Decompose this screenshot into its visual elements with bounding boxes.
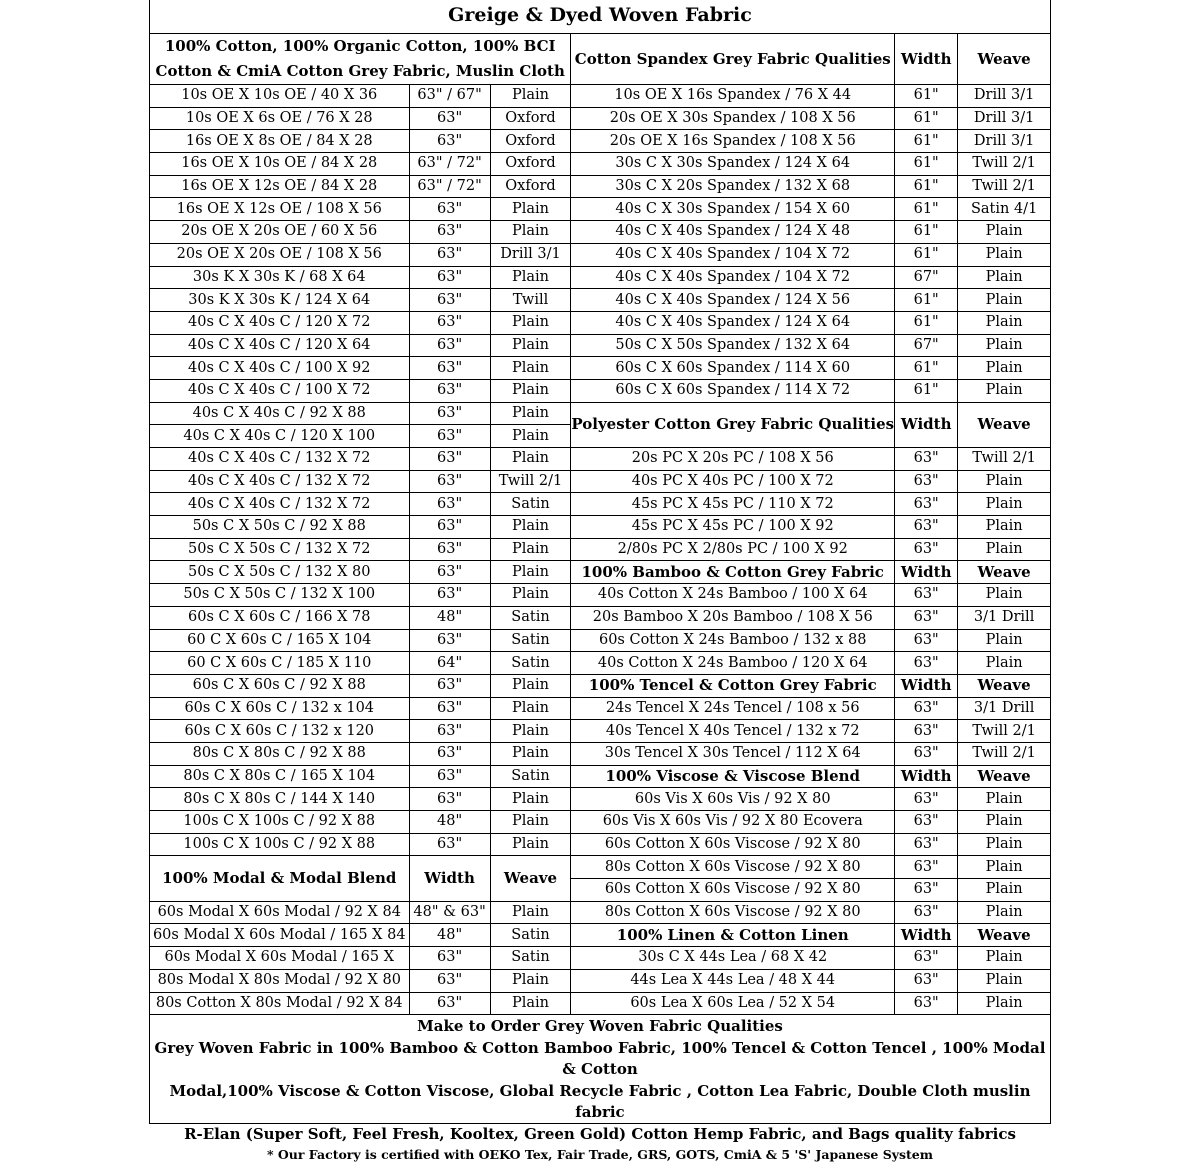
fabric-sheet — [149, 0, 1051, 1162]
width-cell: 63" — [409, 538, 490, 561]
width-cell: 63" — [895, 742, 958, 765]
width-header: Width — [409, 856, 490, 901]
width-cell: 67" — [895, 334, 958, 357]
width-cell: 63" — [409, 402, 490, 425]
weave-cell: Plain — [490, 538, 571, 561]
width-cell: 63" — [895, 833, 958, 856]
quality-cell: 60s C X 60s C / 92 X 88 — [150, 674, 409, 697]
width-cell: 63" — [895, 788, 958, 811]
width-cell: 64" — [409, 652, 490, 675]
quality-cell: 30s K X 30s K / 68 X 64 — [150, 266, 409, 289]
weave-cell: Plain — [490, 379, 571, 402]
width-cell: 63" — [409, 107, 490, 130]
width-cell: 63" — [895, 969, 958, 992]
quality-cell: 10s OE X 10s OE / 40 X 36 — [150, 85, 409, 108]
quality-cell: 100s C X 100s C / 92 X 88 — [150, 811, 409, 834]
weave-cell: Twill 2/1 — [958, 175, 1050, 198]
width-cell: 63" — [409, 765, 490, 788]
quality-cell: 24s Tencel X 24s Tencel / 108 x 56 — [571, 697, 895, 720]
width-cell: 63" / 72" — [409, 175, 490, 198]
weave-header: Weave — [958, 402, 1050, 447]
section-header-bamboo: 100% Bamboo & Cotton Grey Fabric — [571, 561, 895, 584]
weave-cell: Satin — [490, 606, 571, 629]
weave-cell: Drill 3/1 — [958, 130, 1050, 153]
width-cell: 61" — [895, 153, 958, 176]
weave-cell: Oxford — [490, 107, 571, 130]
footer-line: R-Elan (Super Soft, Feel Fresh, Kooltex, Green Gold) Cotton Hemp Fabric, and Bags quality fabrics — [184, 1124, 1016, 1143]
weave-cell: Plain — [490, 311, 571, 334]
width-cell: 63" — [409, 130, 490, 153]
width-cell: 61" — [895, 221, 958, 244]
weave-cell: Satin — [490, 924, 571, 947]
width-cell: 63" — [895, 856, 958, 879]
quality-cell: 60s C X 60s C / 132 x 104 — [150, 697, 409, 720]
weave-header: Weave — [958, 561, 1050, 584]
section-header-linen: 100% Linen & Cotton Linen — [571, 924, 895, 947]
weave-cell: Plain — [490, 788, 571, 811]
quality-cell: 30s K X 30s K / 124 X 64 — [150, 289, 409, 312]
quality-cell: 30s C X 44s Lea / 68 X 42 — [571, 947, 895, 970]
weave-cell: Plain — [958, 969, 1050, 992]
width-cell: 63" — [409, 742, 490, 765]
quality-cell: 60s Cotton X 60s Viscose / 92 X 80 — [571, 833, 895, 856]
quality-cell: 60s C X 60s C / 166 X 78 — [150, 606, 409, 629]
weave-cell: Plain — [490, 742, 571, 765]
weave-cell: Plain — [958, 470, 1050, 493]
quality-cell: 60s Vis X 60s Vis / 92 X 80 — [571, 788, 895, 811]
quality-cell: 60s C X 60s Spandex / 114 X 72 — [571, 379, 895, 402]
weave-cell: Satin — [490, 947, 571, 970]
weave-cell: Oxford — [490, 130, 571, 153]
table-row — [150, 538, 1050, 561]
width-cell: 61" — [895, 379, 958, 402]
table-row — [150, 742, 1050, 765]
quality-cell: 20s OE X 20s OE / 108 X 56 — [150, 243, 409, 266]
weave-cell: Plain — [490, 402, 571, 425]
table-row — [150, 992, 1050, 1015]
footer — [150, 1016, 1050, 1165]
width-cell: 63" — [409, 357, 490, 380]
weave-cell: Plain — [958, 243, 1050, 266]
quality-cell: 60s Cotton X 24s Bamboo / 132 x 88 — [571, 629, 895, 652]
quality-cell: 40s C X 40s Spandex / 124 X 48 — [571, 221, 895, 244]
width-cell: 48" — [409, 924, 490, 947]
table-row — [150, 34, 1050, 85]
quality-cell: 45s PC X 45s PC / 100 X 92 — [571, 516, 895, 539]
weave-cell: Twill 2/1 — [958, 742, 1050, 765]
table-row — [150, 198, 1050, 221]
quality-cell: 80s Cotton X 60s Viscose / 92 X 80 — [571, 901, 895, 924]
width-header: Width — [895, 561, 958, 584]
width-cell: 61" — [895, 311, 958, 334]
weave-cell: Plain — [490, 720, 571, 743]
quality-cell: 20s OE X 30s Spandex / 108 X 56 — [571, 107, 895, 130]
table-row — [150, 584, 1050, 607]
quality-cell: 40s C X 40s C / 132 X 72 — [150, 493, 409, 516]
weave-cell: Plain — [490, 334, 571, 357]
table-row — [150, 357, 1050, 380]
quality-cell: 40s C X 40s C / 100 X 92 — [150, 357, 409, 380]
table-row — [150, 448, 1050, 471]
weave-cell: Plain — [490, 584, 571, 607]
width-cell: 63" — [409, 833, 490, 856]
quality-cell: 16s OE X 12s OE / 84 X 28 — [150, 175, 409, 198]
weave-cell: Twill 2/1 — [490, 470, 571, 493]
quality-cell: 40s C X 40s C / 132 X 72 — [150, 470, 409, 493]
weave-cell: Plain — [958, 629, 1050, 652]
width-cell: 61" — [895, 357, 958, 380]
width-cell: 61" — [895, 175, 958, 198]
quality-cell: 40s C X 40s C / 120 X 64 — [150, 334, 409, 357]
quality-cell: 40s C X 40s Spandex / 124 X 56 — [571, 289, 895, 312]
width-cell: 63" — [409, 311, 490, 334]
footer-heading: Make to Order Grey Woven Fabric Qualities — [417, 1017, 783, 1035]
quality-cell: 40s Cotton X 24s Bamboo / 120 X 64 — [571, 652, 895, 675]
quality-cell: 50s C X 50s Spandex / 132 X 64 — [571, 334, 895, 357]
width-cell: 48" — [409, 811, 490, 834]
width-cell: 63" — [895, 538, 958, 561]
weave-cell: Plain — [490, 697, 571, 720]
width-header: Width — [895, 765, 958, 788]
width-cell: 63" — [895, 811, 958, 834]
weave-cell: Plain — [490, 221, 571, 244]
weave-cell: Plain — [490, 85, 571, 108]
weave-cell: Oxford — [490, 175, 571, 198]
width-cell: 63" — [409, 243, 490, 266]
weave-cell: Plain — [490, 561, 571, 584]
quality-cell: 60s Modal X 60s Modal / 92 X 84 — [150, 901, 409, 924]
width-cell: 61" — [895, 243, 958, 266]
width-cell: 63" — [895, 720, 958, 743]
section-header-polyester: Polyester Cotton Grey Fabric Qualities — [571, 402, 895, 447]
quality-cell: 20s Bamboo X 20s Bamboo / 108 X 56 — [571, 606, 895, 629]
quality-cell: 60 C X 60s C / 185 X 110 — [150, 652, 409, 675]
width-cell: 61" — [895, 130, 958, 153]
weave-cell: Satin — [490, 629, 571, 652]
table-row — [150, 311, 1050, 334]
weave-cell: Plain — [490, 901, 571, 924]
quality-cell: 40s Cotton X 24s Bamboo / 100 X 64 — [571, 584, 895, 607]
table-row — [150, 85, 1050, 108]
quality-cell: 10s OE X 16s Spandex / 76 X 44 — [571, 85, 895, 108]
quality-cell: 60s C X 60s Spandex / 114 X 60 — [571, 357, 895, 380]
quality-cell: 60s Cotton X 60s Viscose / 92 X 80 — [571, 879, 895, 902]
width-cell: 63" — [409, 697, 490, 720]
weave-cell: Twill 2/1 — [958, 448, 1050, 471]
width-cell: 63" — [895, 947, 958, 970]
weave-cell: Satin — [490, 493, 571, 516]
quality-cell: 80s C X 80s C / 165 X 104 — [150, 765, 409, 788]
width-cell: 63" — [895, 516, 958, 539]
weave-header: Weave — [490, 856, 571, 901]
weave-header: Weave — [958, 674, 1050, 697]
section-header-viscose: 100% Viscose & Viscose Blend — [571, 765, 895, 788]
quality-cell: 60 C X 60s C / 165 X 104 — [150, 629, 409, 652]
quality-cell: 45s PC X 45s PC / 110 X 72 — [571, 493, 895, 516]
quality-cell: 44s Lea X 44s Lea / 48 X 44 — [571, 969, 895, 992]
width-cell: 63" — [409, 198, 490, 221]
quality-cell: 20s OE X 16s Spandex / 108 X 56 — [571, 130, 895, 153]
quality-cell: 50s C X 50s C / 132 X 80 — [150, 561, 409, 584]
width-cell: 63" — [409, 629, 490, 652]
width-cell: 63" — [409, 493, 490, 516]
section-header-tencel: 100% Tencel & Cotton Grey Fabric — [571, 674, 895, 697]
quality-cell: 40s C X 40s Spandex / 104 X 72 — [571, 243, 895, 266]
width-cell: 63" — [409, 947, 490, 970]
quality-cell: 50s C X 50s C / 92 X 88 — [150, 516, 409, 539]
width-cell: 63" — [895, 629, 958, 652]
quality-cell: 30s C X 20s Spandex / 132 X 68 — [571, 175, 895, 198]
quality-cell: 40s C X 40s C / 100 X 72 — [150, 379, 409, 402]
quality-cell: 50s C X 50s C / 132 X 100 — [150, 584, 409, 607]
width-cell: 63" — [409, 561, 490, 584]
weave-cell: 3/1 Drill — [958, 697, 1050, 720]
table-row — [150, 969, 1050, 992]
width-cell: 63" — [895, 584, 958, 607]
quality-cell: 10s OE X 6s OE / 76 X 28 — [150, 107, 409, 130]
quality-cell: 100s C X 100s C / 92 X 88 — [150, 833, 409, 856]
weave-cell: Plain — [958, 289, 1050, 312]
weave-cell: Plain — [958, 357, 1050, 380]
table-row — [150, 788, 1050, 811]
quality-cell: 80s C X 80s C / 92 X 88 — [150, 742, 409, 765]
width-cell: 63" — [409, 788, 490, 811]
width-cell: 63" — [895, 606, 958, 629]
width-cell: 61" — [895, 85, 958, 108]
weave-cell: Plain — [958, 652, 1050, 675]
quality-cell: 40s C X 40s C / 92 X 88 — [150, 402, 409, 425]
weave-cell: Plain — [490, 969, 571, 992]
weave-cell: Twill 2/1 — [958, 153, 1050, 176]
weave-cell: Plain — [958, 947, 1050, 970]
weave-cell: Drill 3/1 — [490, 243, 571, 266]
quality-cell: 60s C X 60s C / 132 x 120 — [150, 720, 409, 743]
page-title: Greige & Dyed Woven Fabric — [150, 0, 1050, 34]
weave-cell: Plain — [490, 516, 571, 539]
width-cell: 63" — [895, 448, 958, 471]
table-row — [150, 153, 1050, 176]
width-cell: 63" — [409, 584, 490, 607]
quality-cell: 80s Modal X 80s Modal / 92 X 80 — [150, 969, 409, 992]
width-cell: 63" — [895, 697, 958, 720]
quality-cell: 20s PC X 20s PC / 108 X 56 — [571, 448, 895, 471]
weave-header: Weave — [958, 924, 1050, 947]
quality-cell: 40s C X 40s C / 120 X 72 — [150, 311, 409, 334]
section-header-modal: 100% Modal & Modal Blend — [150, 856, 409, 901]
weave-cell: Twill — [490, 289, 571, 312]
table-row — [150, 107, 1050, 130]
width-cell: 61" — [895, 289, 958, 312]
quality-cell: 40s Tencel X 40s Tencel / 132 x 72 — [571, 720, 895, 743]
weave-cell: Satin — [490, 765, 571, 788]
weave-cell: Plain — [490, 198, 571, 221]
quality-cell: 50s C X 50s C / 132 X 72 — [150, 538, 409, 561]
weave-cell: Plain — [490, 448, 571, 471]
quality-cell: 16s OE X 10s OE / 84 X 28 — [150, 153, 409, 176]
table-row — [150, 289, 1050, 312]
table-row — [150, 334, 1050, 357]
width-cell: 63" — [409, 992, 490, 1015]
width-cell: 63" — [409, 969, 490, 992]
table-row — [150, 221, 1050, 244]
table-row — [150, 947, 1050, 970]
table-row — [150, 379, 1050, 402]
quality-cell: 40s C X 40s C / 132 X 72 — [150, 448, 409, 471]
width-cell: 67" — [895, 266, 958, 289]
width-cell: 63" — [895, 879, 958, 902]
table-row — [150, 470, 1050, 493]
width-cell: 63" — [895, 470, 958, 493]
table-row — [150, 833, 1050, 856]
table-row — [150, 652, 1050, 675]
table-row — [150, 516, 1050, 539]
width-header: Width — [895, 34, 958, 85]
weave-cell: Plain — [958, 538, 1050, 561]
width-cell: 61" — [895, 107, 958, 130]
quality-cell: 40s C X 40s Spandex / 124 X 64 — [571, 311, 895, 334]
width-cell: 63" — [409, 379, 490, 402]
weave-cell: Plain — [958, 379, 1050, 402]
certification-note: * Our Factory is certified with OEKO Tex, Fair Trade, GRS, GOTS, CmiA & 5 'S' Japanese System — [266, 1147, 933, 1162]
quality-cell: 80s C X 80s C / 144 X 140 — [150, 788, 409, 811]
weave-cell: Oxford — [490, 153, 571, 176]
weave-cell: Plain — [958, 901, 1050, 924]
quality-cell: 80s Cotton X 80s Modal / 92 X 84 — [150, 992, 409, 1015]
weave-cell: Drill 3/1 — [958, 107, 1050, 130]
width-header: Width — [895, 674, 958, 697]
width-cell: 63" — [409, 266, 490, 289]
quality-cell: 60s Modal X 60s Modal / 165 X 84 — [150, 924, 409, 947]
width-cell: 63" — [409, 674, 490, 697]
width-cell: 63" — [895, 901, 958, 924]
weave-cell: Plain — [958, 266, 1050, 289]
weave-cell: Plain — [958, 856, 1050, 879]
width-cell: 63" — [409, 470, 490, 493]
width-cell: 63" — [409, 448, 490, 471]
section-header-spandex: Cotton Spandex Grey Fabric Qualities — [571, 34, 895, 85]
quality-cell: 2/80s PC X 2/80s PC / 100 X 92 — [571, 538, 895, 561]
weave-header: Weave — [958, 765, 1050, 788]
quality-cell: 40s C X 30s Spandex / 154 X 60 — [571, 198, 895, 221]
table-row — [150, 811, 1050, 834]
table-row — [150, 266, 1050, 289]
weave-cell: Satin — [490, 652, 571, 675]
weave-cell: Plain — [958, 788, 1050, 811]
quality-cell: 30s C X 30s Spandex / 124 X 64 — [571, 153, 895, 176]
quality-cell: 60s Modal X 60s Modal / 165 X — [150, 947, 409, 970]
width-cell: 63" — [409, 516, 490, 539]
weave-cell: Plain — [958, 811, 1050, 834]
quality-cell: 80s Cotton X 60s Viscose / 92 X 80 — [571, 856, 895, 879]
weave-cell: Plain — [490, 811, 571, 834]
weave-cell: Plain — [490, 357, 571, 380]
fabric-table — [150, 34, 1050, 1015]
weave-cell: Plain — [958, 584, 1050, 607]
table-row — [150, 629, 1050, 652]
table-row — [150, 175, 1050, 198]
weave-cell: Plain — [958, 879, 1050, 902]
weave-cell: Plain — [490, 674, 571, 697]
weave-cell: Satin 4/1 — [958, 198, 1050, 221]
width-cell: 48" — [409, 606, 490, 629]
table-row — [150, 606, 1050, 629]
weave-cell: Plain — [490, 425, 571, 448]
table-row — [150, 493, 1050, 516]
table-row — [150, 720, 1050, 743]
width-cell: 63" — [409, 425, 490, 448]
width-header: Width — [895, 402, 958, 447]
weave-cell: Plain — [490, 833, 571, 856]
weave-cell: Plain — [490, 266, 571, 289]
width-cell: 63" — [895, 493, 958, 516]
quality-cell: 30s Tencel X 30s Tencel / 112 X 64 — [571, 742, 895, 765]
weave-cell: Plain — [958, 833, 1050, 856]
width-cell: 63" — [409, 720, 490, 743]
footer-line: Grey Woven Fabric in 100% Bamboo & Cotton Bamboo Fabric, 100% Tencel & Cotton Tencel , 100% Modal & Cotton — [154, 1038, 1046, 1078]
width-cell: 63" — [409, 221, 490, 244]
table-row — [150, 130, 1050, 153]
width-cell: 63" / 72" — [409, 153, 490, 176]
weave-cell: 3/1 Drill — [958, 606, 1050, 629]
footer-line: Modal,100% Viscose & Cotton Viscose, Global Recycle Fabric , Cotton Lea Fabric, Double Cloth muslin fabric — [169, 1081, 1031, 1121]
table-row — [150, 697, 1050, 720]
quality-cell: 60s Lea X 60s Lea / 52 X 54 — [571, 992, 895, 1015]
quality-cell: 20s OE X 20s OE / 60 X 56 — [150, 221, 409, 244]
section-header-cotton: 100% Cotton, 100% Organic Cotton, 100% BCI Cotton & CmiA Cotton Grey Fabric, Muslin Cloth — [150, 34, 571, 85]
table-row — [150, 561, 1050, 584]
quality-cell: 60s Vis X 60s Vis / 92 X 80 Ecovera — [571, 811, 895, 834]
weave-cell: Plain — [958, 311, 1050, 334]
quality-cell: 40s C X 40s C / 120 X 100 — [150, 425, 409, 448]
table-row — [150, 674, 1050, 697]
weave-cell: Twill 2/1 — [958, 720, 1050, 743]
weave-cell: Plain — [958, 992, 1050, 1015]
width-cell: 63" — [409, 289, 490, 312]
weave-cell: Plain — [490, 992, 571, 1015]
width-cell: 63" / 67" — [409, 85, 490, 108]
quality-cell: 40s C X 40s Spandex / 104 X 72 — [571, 266, 895, 289]
table-row — [150, 402, 1050, 425]
weave-cell: Plain — [958, 516, 1050, 539]
table-row — [150, 901, 1050, 924]
table-row — [150, 856, 1050, 879]
width-cell: 63" — [895, 652, 958, 675]
weave-header: Weave — [958, 34, 1050, 85]
width-cell: 63" — [895, 992, 958, 1015]
table-row — [150, 243, 1050, 266]
weave-cell: Plain — [958, 221, 1050, 244]
table-row — [150, 924, 1050, 947]
width-cell: 61" — [895, 198, 958, 221]
quality-cell: 16s OE X 12s OE / 108 X 56 — [150, 198, 409, 221]
width-header: Width — [895, 924, 958, 947]
width-cell: 63" — [409, 334, 490, 357]
weave-cell: Drill 3/1 — [958, 85, 1050, 108]
quality-cell: 16s OE X 8s OE / 84 X 28 — [150, 130, 409, 153]
weave-cell: Plain — [958, 334, 1050, 357]
width-cell: 48" & 63" — [409, 901, 490, 924]
table-row — [150, 765, 1050, 788]
quality-cell: 40s PC X 40s PC / 100 X 72 — [571, 470, 895, 493]
weave-cell: Plain — [958, 493, 1050, 516]
